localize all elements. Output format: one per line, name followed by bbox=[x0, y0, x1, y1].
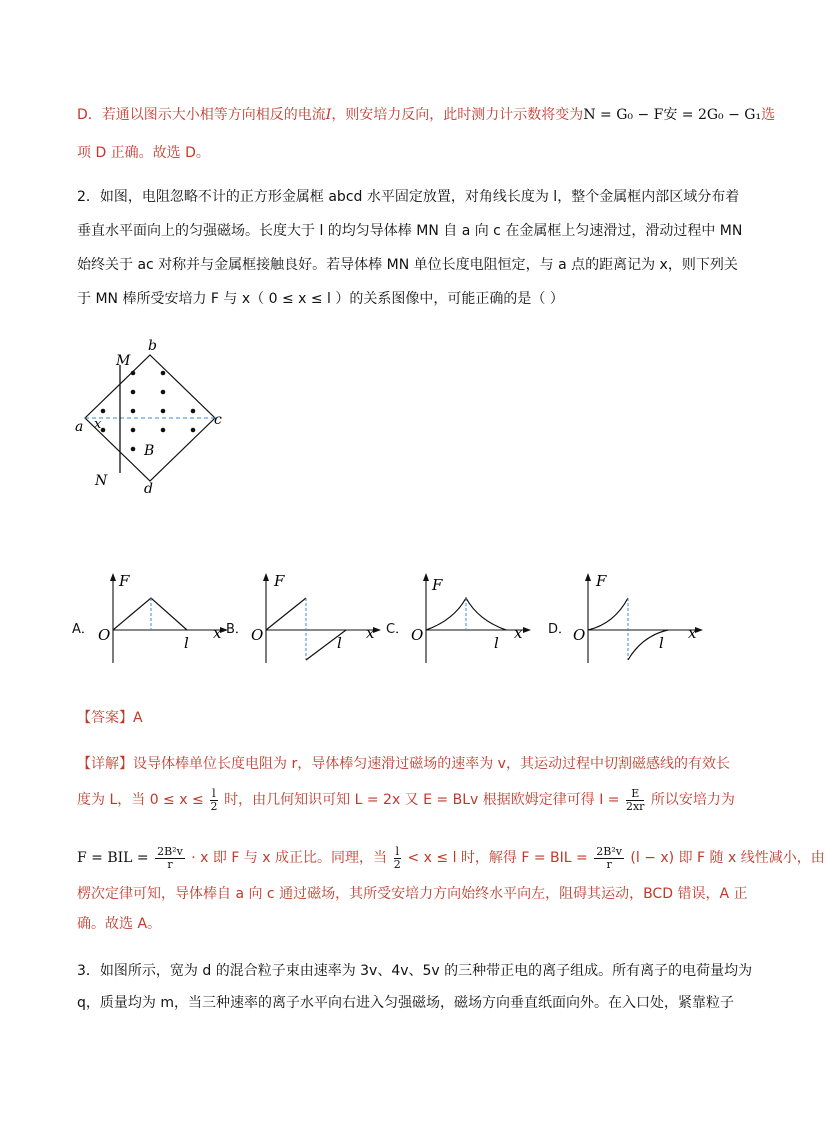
svg-text:F: F bbox=[596, 572, 607, 590]
magnetic-field-dots bbox=[101, 371, 196, 452]
text: 选 bbox=[761, 107, 776, 123]
svg-text:l: l bbox=[184, 634, 189, 652]
text: 设导体棒单位长度电阻为 r，导体棒匀速滑过磁场的速率为 v，其运动过程中切割磁感线的有效长 bbox=[133, 756, 730, 772]
svg-text:O: O bbox=[573, 626, 586, 644]
square-frame-figure bbox=[70, 335, 240, 495]
symbol-I: I bbox=[325, 107, 332, 123]
detail-line4: 楞次定律可知，导体棒自 a 向 c 通过磁场，其所受安培力方向始终水平向左，阻碍其运动，BCD 错误，A 正 bbox=[77, 886, 748, 902]
detail-line3 bbox=[77, 842, 825, 874]
num: E bbox=[626, 788, 644, 801]
svg-text:O: O bbox=[98, 626, 111, 644]
question2-line1: 2．如图，电阻忽略不计的正方形金属框 abcd 水平固定放置，对角线长度为 l，整个金属框内部区域分布着 bbox=[77, 189, 740, 205]
den: 2 bbox=[210, 799, 218, 813]
label-B: B bbox=[144, 443, 155, 459]
label-a: a bbox=[75, 419, 84, 435]
svg-text:F: F bbox=[119, 572, 130, 590]
option-b-graph bbox=[248, 568, 388, 668]
formula: F = BIL = bbox=[77, 850, 149, 866]
question2-line2: 垂直水平面向上的匀强磁场。长度大于 l 的均匀导体棒 MN 自 a 向 c 在金属框上匀速滑过，滑动过程中 MN bbox=[77, 223, 743, 239]
detail-tag: 【详解】 bbox=[77, 756, 133, 772]
svg-text:F: F bbox=[274, 572, 285, 590]
option-c-graph bbox=[408, 568, 538, 668]
curve bbox=[113, 598, 187, 630]
num: l bbox=[395, 844, 400, 858]
fraction-l-2b bbox=[394, 846, 402, 871]
text: 所以安培力为 bbox=[650, 792, 735, 808]
question3-line1: 3．如图所示，宽为 d 的混合粒子束由速率为 3v、4v、5v 的三种带正电的离子组成。所有离子的电荷量均为 bbox=[77, 963, 753, 979]
answer-value: A bbox=[133, 710, 143, 726]
option-a-graph bbox=[95, 568, 235, 668]
option-d-explanation-line1 bbox=[77, 105, 775, 125]
detail-line1 bbox=[77, 754, 730, 774]
text: ，则安培力反向，此时测力计示数将变为 bbox=[331, 107, 584, 123]
fraction-E-2xr bbox=[626, 788, 644, 813]
svg-text:l: l bbox=[337, 634, 342, 652]
label-M: M bbox=[116, 353, 131, 369]
text: 时，由几何知识可知 L = 2x 又 E = BLv 根据欧姆定律可得 I = bbox=[224, 792, 620, 808]
svg-text:F: F bbox=[432, 576, 443, 594]
svg-text:x: x bbox=[688, 624, 697, 642]
detail-line2 bbox=[77, 784, 735, 816]
label-N: N bbox=[95, 473, 108, 489]
label-b: b bbox=[148, 338, 157, 354]
fraction-2B2v-r bbox=[155, 846, 185, 871]
label-c: c bbox=[214, 412, 222, 428]
option-d-explanation-line2: 项 D 正确。故选 D。 bbox=[77, 145, 210, 161]
option-b-label: B． bbox=[226, 622, 248, 637]
text: (l − x) 即 F 随 x 线性减小，由 bbox=[630, 850, 825, 866]
option-a-label: A． bbox=[72, 622, 94, 637]
answer-tag: 【答案】 bbox=[77, 710, 133, 726]
fraction-l-2 bbox=[210, 788, 218, 813]
num: 2B²v bbox=[596, 844, 622, 858]
svg-text:x: x bbox=[514, 624, 523, 642]
question2-line4: 于 MN 棒所受安培力 F 与 x（ 0 ≤ x ≤ l ）的关系图像中，可能正确的是（ ） bbox=[77, 291, 564, 307]
option-d-label: D． bbox=[548, 622, 572, 637]
detail-line5: 确。故选 A。 bbox=[77, 916, 162, 932]
svg-text:O: O bbox=[251, 626, 264, 644]
svg-text:O: O bbox=[411, 626, 424, 644]
answer-line bbox=[77, 708, 143, 728]
text: < x ≤ l 时，解得 F = BIL = bbox=[407, 850, 588, 866]
den: r bbox=[606, 857, 612, 871]
label-x: x bbox=[94, 417, 102, 432]
svg-text:x: x bbox=[213, 624, 222, 642]
text: D．若通以图示大小相等方向相反的电流 bbox=[77, 107, 326, 123]
svg-text:l: l bbox=[494, 634, 499, 652]
svg-text:l: l bbox=[659, 634, 664, 652]
question3-line2: q，质量均为 m，当三种速率的离子水平向右进入匀强磁场，磁场方向垂直纸面向外。在入口处，紧靠粒子 bbox=[77, 995, 734, 1011]
fraction-2B2v-r-b bbox=[594, 846, 624, 871]
option-d-graph bbox=[570, 568, 710, 668]
den: r bbox=[167, 857, 173, 871]
text: 度为 L，当 0 ≤ x ≤ bbox=[77, 792, 204, 808]
den: 2xr bbox=[625, 799, 645, 813]
option-c-label: C． bbox=[386, 622, 409, 637]
num: 2B²v bbox=[157, 844, 183, 858]
formula: N = G₀ − F安 = 2G₀ − G₁ bbox=[583, 107, 762, 123]
label-d: d bbox=[144, 481, 153, 497]
num: l bbox=[212, 786, 216, 800]
svg-text:x: x bbox=[366, 624, 375, 642]
den: 2 bbox=[393, 857, 401, 871]
question2-line3: 始终关于 ac 对称并与金属框接触良好。若导体棒 MN 单位长度电阻恒定，与 a 点的距离记为 x，则下列关 bbox=[77, 257, 738, 273]
text: · x 即 F 与 x 成正比。同理，当 bbox=[191, 850, 388, 866]
